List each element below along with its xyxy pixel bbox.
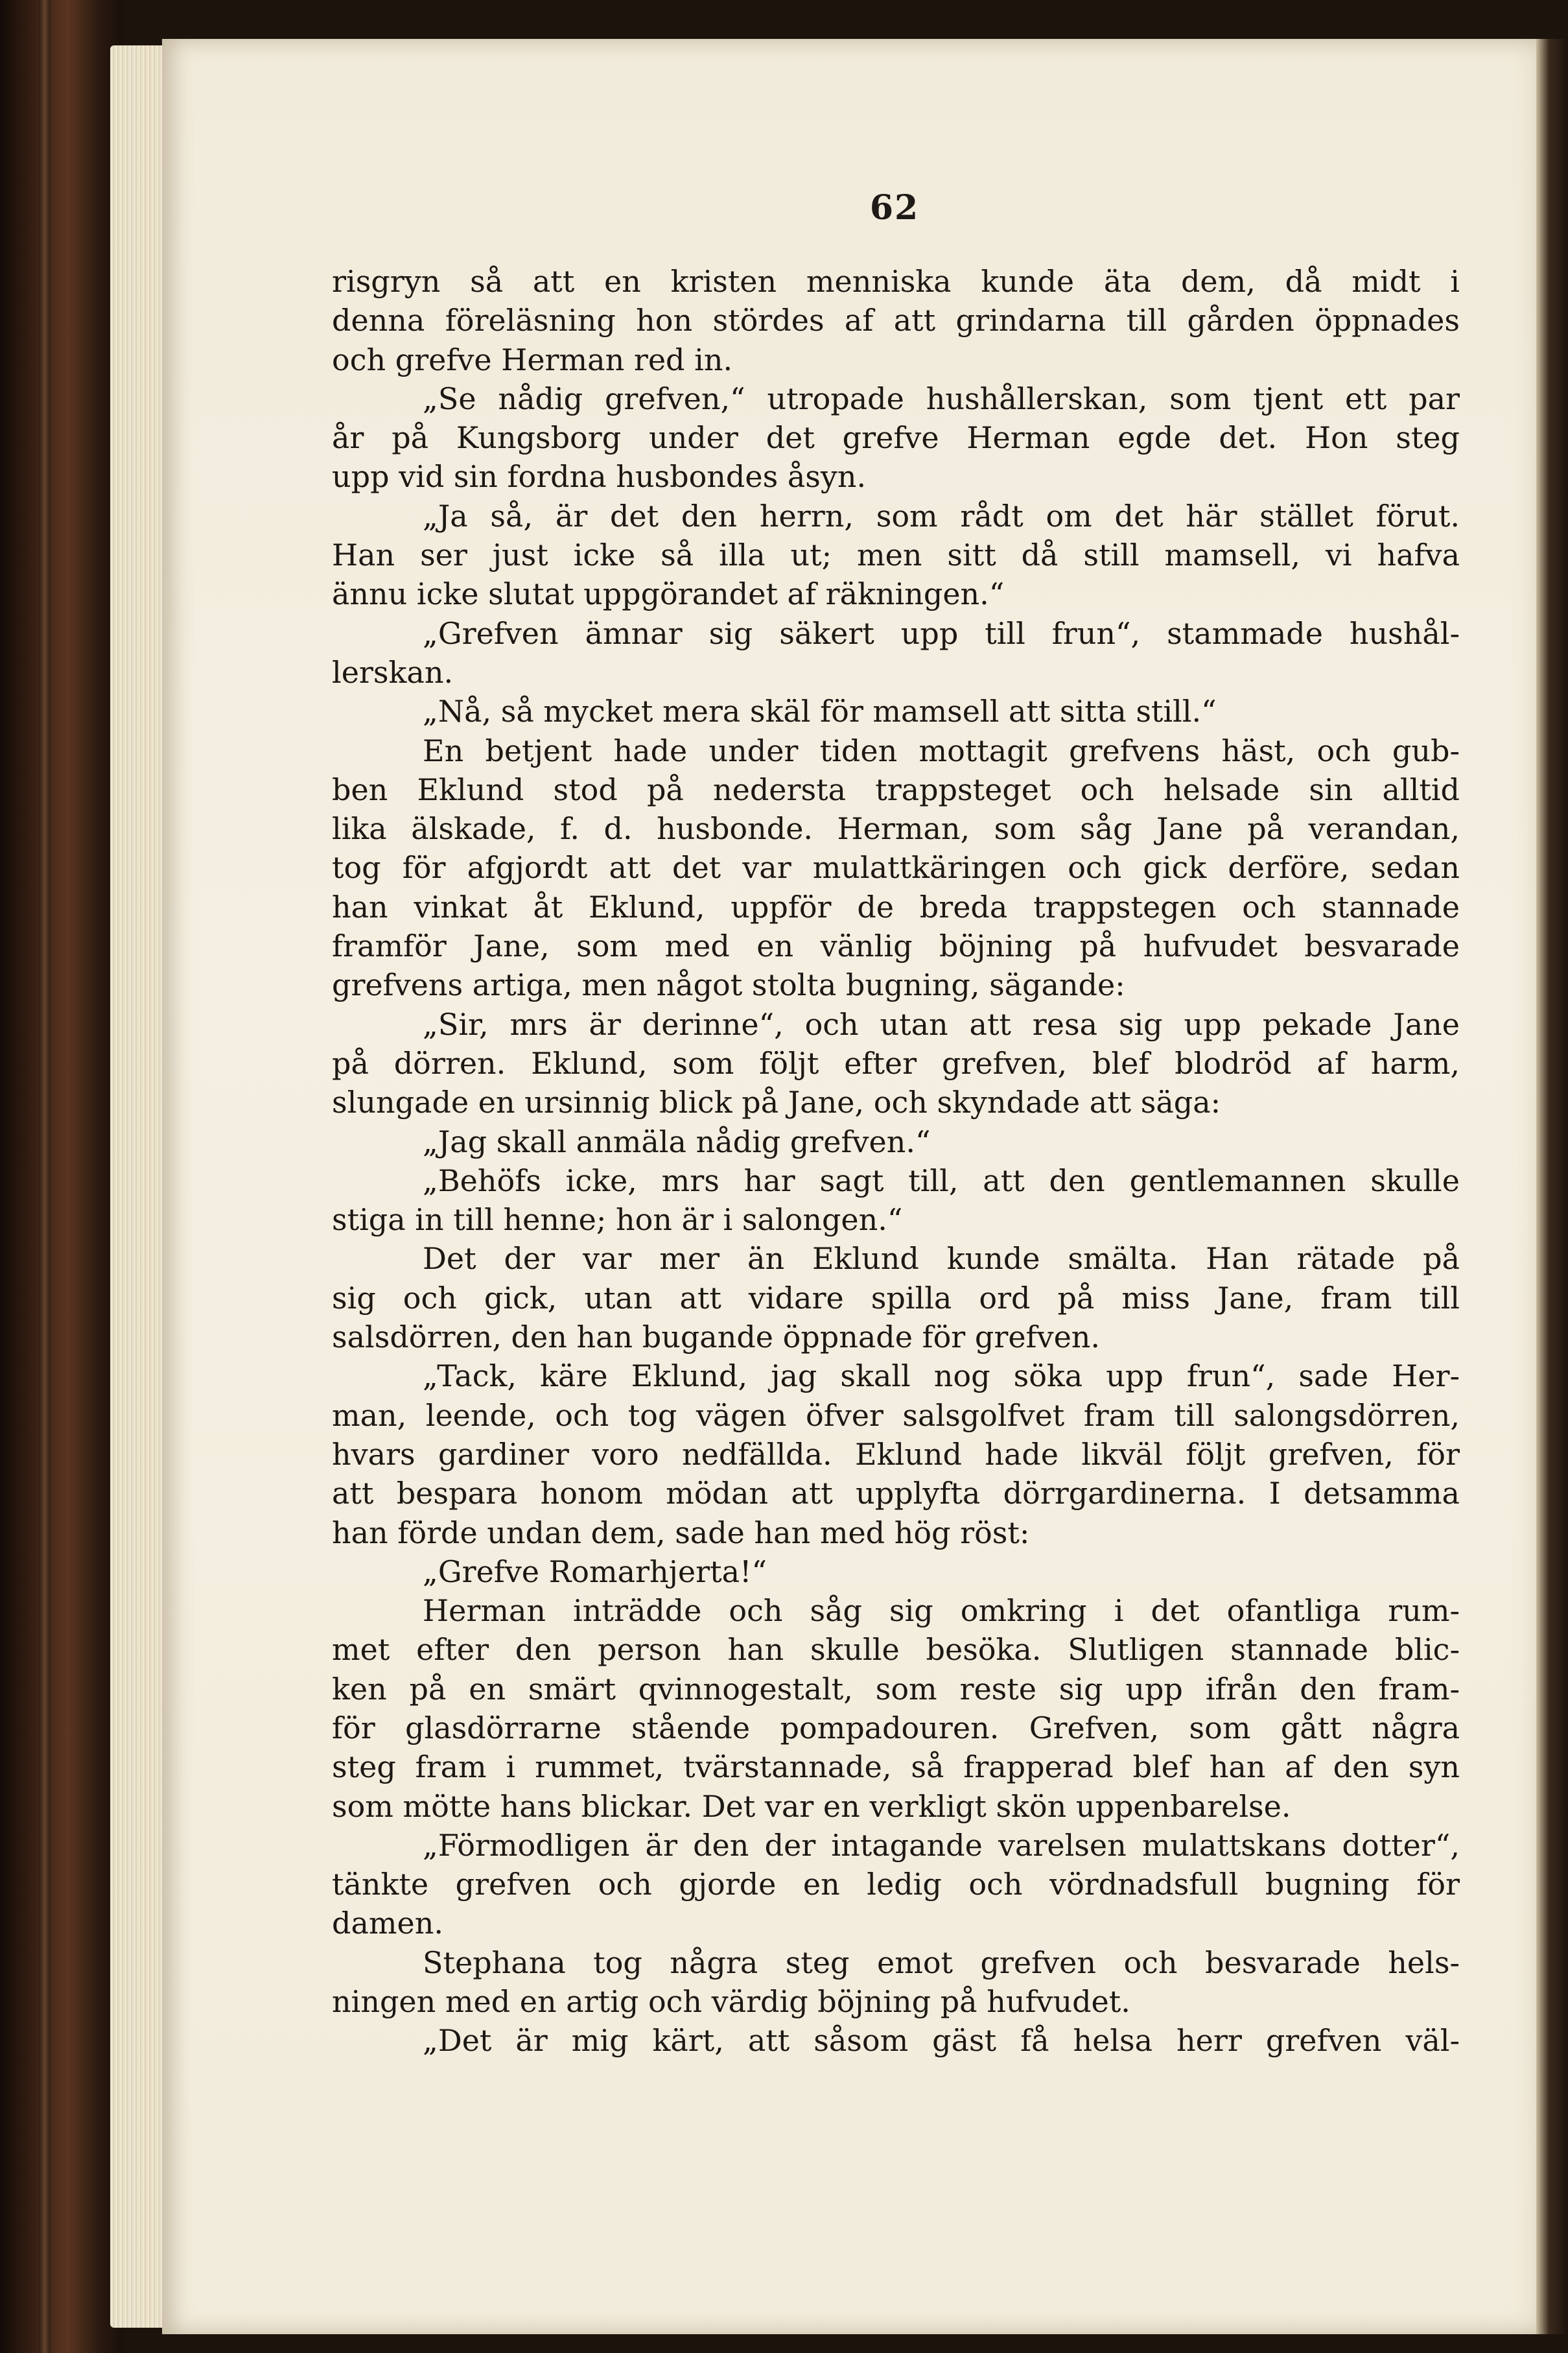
- text-line: ännu icke slutat uppgörandet af räkningen.“: [332, 576, 1005, 612]
- text-line: ken på en smärt qvinnogestalt, som reste sig upp ifrån den fram-: [332, 1671, 1460, 1707]
- page-number: 62: [869, 188, 920, 228]
- text-line: „Se nådig grefven,“ utropade hushållerskan, som tjent ett par: [423, 381, 1460, 416]
- text-line: Herman inträdde och såg sig omkring i det ofantliga rum-: [423, 1593, 1460, 1629]
- text-line: lika älskade, f. d. husbonde. Herman, som såg Jane på verandan,: [332, 811, 1460, 847]
- text-line: hvars gardiner voro nedfällda. Eklund hade likväl följt grefven, för: [332, 1436, 1460, 1472]
- text-line: „Sir, mrs är derinne“, och utan att resa sig upp pekade Jane: [423, 1006, 1460, 1042]
- text-line: ben Eklund stod på nedersta trappsteget och helsade sin alltid: [332, 772, 1460, 807]
- text-line: „Nå, så mycket mera skäl för mamsell att sitta still.“: [423, 694, 1217, 729]
- text-line: steg fram i rummet, tvärstannade, så frapperad blef han af den syn: [332, 1749, 1460, 1785]
- book-binding: [0, 0, 123, 2353]
- text-line: för glasdörrarne stående pompadouren. Grefven, som gått några: [332, 1710, 1460, 1745]
- text-line: Det der var mer än Eklund kunde smälta. Han rätade på: [423, 1241, 1460, 1277]
- text-line: som mötte hans blickar. Det var en verkligt skön uppenbarelse.: [332, 1788, 1291, 1824]
- text-line: „Grefve Romarhjerta!“: [423, 1554, 767, 1589]
- page-text: [332, 262, 1460, 2061]
- text-line: grefvens artiga, men något stolta bugning, sägande:: [332, 967, 1125, 1003]
- text-line: år på Kungsborg under det grefve Herman egde det. Hon steg: [332, 420, 1460, 456]
- text-line: „Jag skall anmäla nådig grefven.“: [423, 1124, 931, 1159]
- text-line: Han ser just icke så illa ut; men sitt då still mamsell, vi hafva: [332, 538, 1460, 573]
- page-right-edge: [1536, 39, 1568, 2334]
- text-line: upp vid sin fordna husbondes åsyn.: [332, 459, 867, 495]
- text-line: på dörren. Eklund, som följt efter grefven, blef blodröd af harm,: [332, 1045, 1460, 1081]
- text-line: risgryn så att en kristen menniska kunde äta dem, då midt i: [332, 264, 1460, 299]
- text-line: framför Jane, som med en vänlig böjning på hufvudet besvarade: [332, 928, 1460, 964]
- text-line: „Det är mig kärt, att såsom gäst få helsa herr grefven väl-: [423, 2023, 1460, 2059]
- text-line: denna föreläsning hon stördes af att grindarna till gården öppnades: [332, 303, 1460, 338]
- text-line: „Förmodligen är den der intagande varelsen mulattskans dotter“,: [423, 1827, 1460, 1863]
- text-line: han vinkat åt Eklund, uppför de breda trappstegen och stannade: [332, 889, 1460, 925]
- text-line: och grefve Herman red in.: [332, 342, 733, 377]
- text-line: att bespara honom mödan att upplyfta dörrgardinerna. I detsamma: [332, 1476, 1460, 1511]
- text-line: lerskan.: [332, 654, 454, 690]
- text-line: damen.: [332, 1906, 443, 1941]
- text-line: stiga in till henne; hon är i salongen.“: [332, 1202, 903, 1238]
- text-line: „Grefven ämnar sig säkert upp till frun“, stammade hushål-: [423, 615, 1460, 651]
- text-line: man, leende, och tog vägen öfver salsgolfvet fram till salongsdörren,: [332, 1397, 1460, 1433]
- text-line: „Tack, käre Eklund, jag skall nog söka upp frun“, sade Her-: [423, 1358, 1460, 1394]
- text-line: tänkte grefven och gjorde en ledig och vördnadsfull bugning för: [332, 1867, 1460, 1902]
- text-line: „Behöfs icke, mrs har sagt till, att den gentlemannen skulle: [423, 1163, 1460, 1198]
- text-line: ningen med en artig och värdig böjning på hufvudet.: [332, 1984, 1130, 2020]
- text-line: En betjent hade under tiden mottagit grefvens häst, och gub-: [423, 733, 1460, 768]
- text-line: tog för afgjordt att det var mulattkäringen och gick derföre, sedan: [332, 850, 1460, 886]
- text-line: slungade en ursinnig blick på Jane, och skyndade att säga:: [332, 1085, 1221, 1120]
- text-line: sig och gick, utan att vidare spilla ord på miss Jane, fram till: [332, 1280, 1460, 1316]
- text-line: han förde undan dem, sade han med hög röst:: [332, 1515, 1030, 1550]
- text-line: „Ja så, är det den herrn, som rådt om det här stället förut.: [423, 498, 1460, 534]
- binding-stripe: [39, 0, 51, 2353]
- text-line: met efter den person han skulle besöka. Slutligen stannade blic-: [332, 1632, 1460, 1668]
- text-line: Stephana tog några steg emot grefven och besvarade hels-: [423, 1945, 1460, 1980]
- text-line: salsdörren, den han bugande öppnade för grefven.: [332, 1319, 1101, 1355]
